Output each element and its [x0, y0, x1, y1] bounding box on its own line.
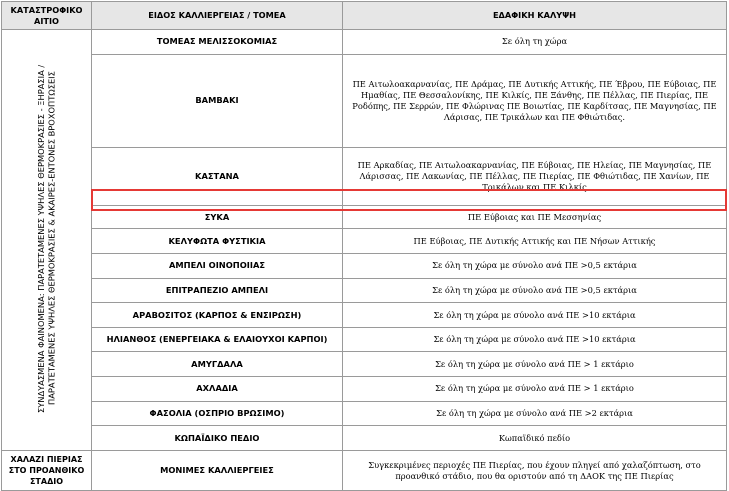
cause-cell-combined-phenomena — [2, 30, 92, 451]
coverage-cell: ΠΕ Εύβοιας και ΠΕ Μεσσηνίας — [343, 206, 727, 229]
coverage-cell: Σε όλη τη χώρα με σύνολο ανά ΠΕ >0,5 εκτάρια — [343, 278, 727, 303]
table-row-highlighted — [2, 229, 727, 254]
table-row — [2, 278, 727, 303]
coverage-cell: Σε όλη τη χώρα — [343, 30, 727, 55]
table-row — [2, 377, 727, 402]
crop-cell: ΗΛΙΑΝΘΟΣ (ΕΝΕΡΓΕΙΑΚΑ & ΕΛΑΙΟΥΧΟΙ ΚΑΡΠΟΙ) — [92, 327, 343, 352]
coverage-cell: ΠΕ Αρκαδίας, ΠΕ Αιτωλοακαρνανίας, ΠΕ Εύβοιας, ΠΕ Ηλείας, ΠΕ Μαγνησίας, ΠΕ Λάρισσας, ΠΕ Λακωνίας, ΠΕ Πέλλας, ΠΕ Πιερίας, ΠΕ Φθιώτιδας, ΠΕ Χανίων, ΠΕ Τρικάλων και ΠΕ Κιλκίς — [343, 148, 727, 206]
header-row — [2, 2, 727, 30]
coverage-cell: Σε όλη τη χώρα με σύνολο ανά ΠΕ >0,5 εκτάρια — [343, 253, 727, 278]
table-row — [2, 327, 727, 352]
crop-cell: ΦΑΣΟΛΙΑ (ΟΣΠΡΙΟ ΒΡΩΣΙΜΟ) — [92, 401, 343, 426]
table-row — [2, 253, 727, 278]
table-row — [2, 451, 727, 491]
coverage-cell: Σε όλη τη χώρα με σύνολο ανά ΠΕ > 1 εκτάριο — [343, 377, 727, 402]
coverage-cell: Σε όλη τη χώρα με σύνολο ανά ΠΕ >10 εκτάρια — [343, 303, 727, 328]
crop-cell: ΣΥΚΑ — [92, 206, 343, 229]
coverage-cell: Σε όλη τη χώρα με σύνολο ανά ΠΕ >2 εκτάρια — [343, 401, 727, 426]
coverage-cell — [343, 451, 727, 491]
cause-text-combined-phenomena: ΣΥΝΔΥΑΣΜΕΝΑ ΦΑΙΝΟΜΕΝΑ: ΠΑΡΑΤΕΤΑΜΕΝΕΣ ΥΨΗΛΕΣ ΘΕΡΜΟΚΡΑΣΙΕΣ - ΞΗΡΑΣΙΑ / ΠΑΡΑΤΕΤΑΜΕΝΕΣ ΥΨΗΛΕΣ ΘΕΡΜΟΚΡΑΣΙΕΣ & ΑΚΑΙΡΕΣ-ΕΝΤΟΝΕΣ ΒΡΟΧΟΠΤΩΣΕΙΣ — [36, 30, 57, 447]
coverage-cell: ΠΕ Αιτωλοακαρνανίας, ΠΕ Δράμας, ΠΕ Δυτικής Αττικής, ΠΕ Έβρου, ΠΕ Εύβοιας, ΠΕ Ημαθίας, ΠΕ Θεσσαλονίκης, ΠΕ Κιλκίς, ΠΕ Ξάνθης, ΠΕ Πέλλας, ΠΕ Πιερίας, ΠΕ Ροδόπης, ΠΕ Σερρών, ΠΕ Φλώρινας ΠΕ Βοιωτίας, ΠΕ Καρδίτσας, ΠΕ Μαγνησίας, ΠΕ Λάρισας, ΠΕ Τρικάλων και ΠΕ Φθιώτιδας. — [343, 54, 727, 148]
table-row — [2, 54, 727, 148]
crop-cell: ΚΕΛΥΦΩΤΑ ΦΥΣΤΙΚΙΑ — [92, 229, 343, 254]
table-row — [2, 303, 727, 328]
table-row — [2, 352, 727, 377]
coverage-cell: Σε όλη τη χώρα με σύνολο ανά ΠΕ >10 εκτάρια — [343, 327, 727, 352]
header-crop: ΕΙΔΟΣ ΚΑΛΛΙΕΡΓΕΙΑΣ / ΤΟΜΕΑ — [92, 2, 343, 30]
coverage-cell — [343, 426, 727, 451]
table-row — [2, 401, 727, 426]
header-coverage: ΕΔΑΦΙΚΗ ΚΑΛΥΨΗ — [343, 2, 727, 30]
crop-cell — [92, 451, 343, 491]
table-row — [2, 148, 727, 206]
table-row — [2, 206, 727, 229]
crop-cell: ΤΟΜΕΑΣ ΜΕΛΙΣΣΟΚΟΜΙΑΣ — [92, 30, 343, 55]
crop-coverage-table — [1, 1, 727, 491]
table-row — [2, 30, 727, 55]
crop-cell: ΒΑΜΒΑΚΙ — [92, 54, 343, 148]
crop-cell: ΚΑΣΤΑΝΑ — [92, 148, 343, 206]
coverage-cell: ΠΕ Εύβοιας, ΠΕ Δυτικής Αττικής και ΠΕ Νήσων Αττικής — [343, 229, 727, 254]
crop-cell: ΑΡΑΒΟΣΙΤΟΣ (ΚΑΡΠΟΣ & ΕΝΣΙΡΩΣΗ) — [92, 303, 343, 328]
crop-cell: ΑΧΛΑΔΙΑ — [92, 377, 343, 402]
header-cause: ΚΑΤΑΣΤΡΟΦΙΚΟ ΑΙΤΙΟ — [2, 2, 92, 30]
crop-cell: ΕΠΙΤΡΑΠΕΖΙΟ ΑΜΠΕΛΙ — [92, 278, 343, 303]
crop-cell: ΑΜΠΕΛΙ ΟΙΝΟΠΟΙΙΑΣ — [92, 253, 343, 278]
crop-cell: ΑΜΥΓΔΑΛΑ — [92, 352, 343, 377]
table-row — [2, 426, 727, 451]
cause-cell-hail — [2, 451, 92, 491]
coverage-cell: Σε όλη τη χώρα με σύνολο ανά ΠΕ > 1 εκτάριο — [343, 352, 727, 377]
crop-cell — [92, 426, 343, 451]
